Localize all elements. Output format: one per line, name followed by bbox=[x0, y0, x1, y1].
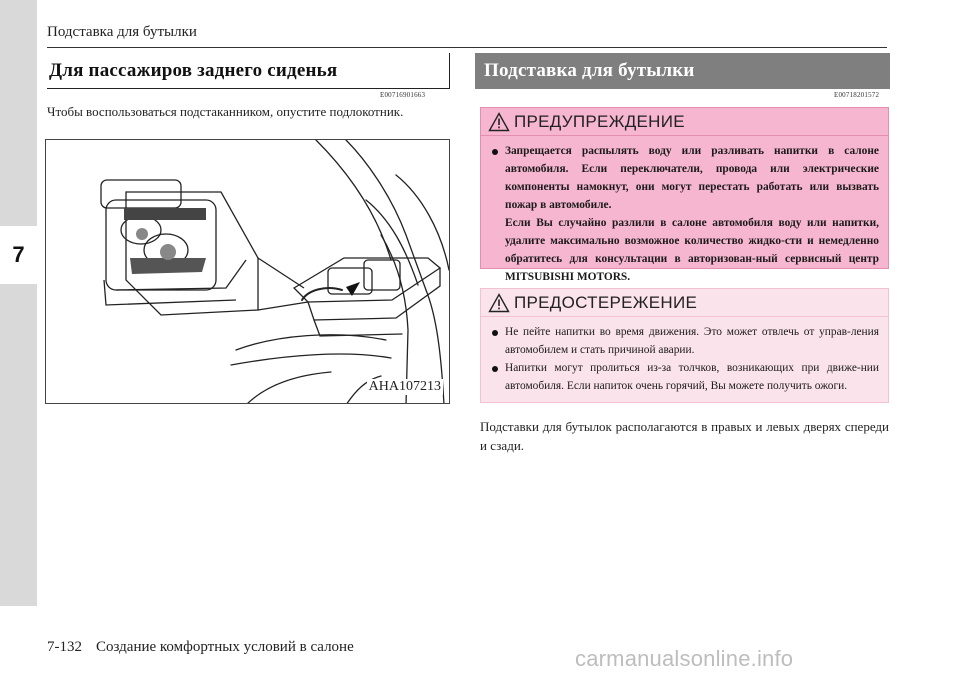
page-number: 7-132 bbox=[47, 639, 82, 655]
section-title-bottle-holder bbox=[475, 53, 890, 89]
warning-box bbox=[480, 107, 889, 283]
warning-triangle-icon bbox=[488, 112, 510, 132]
bullet-icon bbox=[492, 366, 498, 372]
warning-body bbox=[481, 136, 888, 286]
warning-title: ПРЕДУПРЕЖДЕНИЕ bbox=[514, 111, 685, 131]
section-title-rear-seat bbox=[47, 53, 450, 89]
warning-item-continuation: Если Вы случайно разлили в салоне автомобиля воду или напитки, удалите максимально возможное количество жидко-сти и немедленно обратитесь для консультации в авторизован-ный сервисный центр MITSUBISHI MOTORS. bbox=[505, 217, 879, 283]
caution-item bbox=[505, 323, 879, 359]
page-footer bbox=[47, 639, 354, 656]
section-code: E00716901663 bbox=[380, 91, 426, 99]
header-rule bbox=[47, 47, 887, 48]
section-code: E00718201572 bbox=[834, 91, 880, 99]
running-head: Подставка для бутылки bbox=[47, 24, 197, 40]
warning-header bbox=[481, 108, 888, 136]
section-title-text: Для пассажиров заднего сиденья bbox=[49, 59, 338, 81]
warning-item bbox=[505, 142, 879, 214]
bullet-icon bbox=[492, 330, 498, 336]
bottle-holder-location-text: Подставки для бутылок располагаются в правых и левых дверях спереди и сзади. bbox=[480, 419, 889, 453]
section-title-text: Подставка для бутылки bbox=[484, 60, 695, 81]
warning-item-text: Запрещается распылять воду или разливать напитки в салоне автомобиля. Если переключатели, провода или электрические компоненты намокнут, они могут перестать работать или вызвать пожар в автомобиле. bbox=[505, 145, 879, 211]
bullet-icon bbox=[492, 149, 498, 155]
watermark: carmanualsonline.info bbox=[575, 646, 794, 671]
armrest-cupholder-illustration bbox=[45, 139, 450, 404]
chapter-tab: 7 bbox=[0, 226, 37, 284]
caution-triangle-icon bbox=[488, 293, 510, 313]
chapter-name: Создание комфортных условий в салоне bbox=[96, 639, 354, 655]
intro-text: Чтобы воспользоваться подстаканником, опустите подлокотник. bbox=[47, 104, 404, 119]
caution-title: ПРЕДОСТЕРЕЖЕНИЕ bbox=[514, 292, 698, 312]
caution-box bbox=[480, 288, 889, 403]
caution-item-text: Напитки могут пролиться из-за толчков, возникающих при движе-нии автомобиля. Если напиток очень горячий, Вы можете получить ожоги. bbox=[505, 362, 879, 392]
caution-header bbox=[481, 289, 888, 317]
caution-item-text: Не пейте напитки во время движения. Это может отвлечь от управ-ления автомобилем и стать причиной аварии. bbox=[505, 326, 879, 356]
side-strip bbox=[0, 0, 37, 606]
armrest-drawing bbox=[46, 140, 450, 404]
caution-item bbox=[505, 359, 879, 395]
figure-code: AHA107213 bbox=[368, 379, 441, 394]
caution-body bbox=[481, 317, 888, 395]
